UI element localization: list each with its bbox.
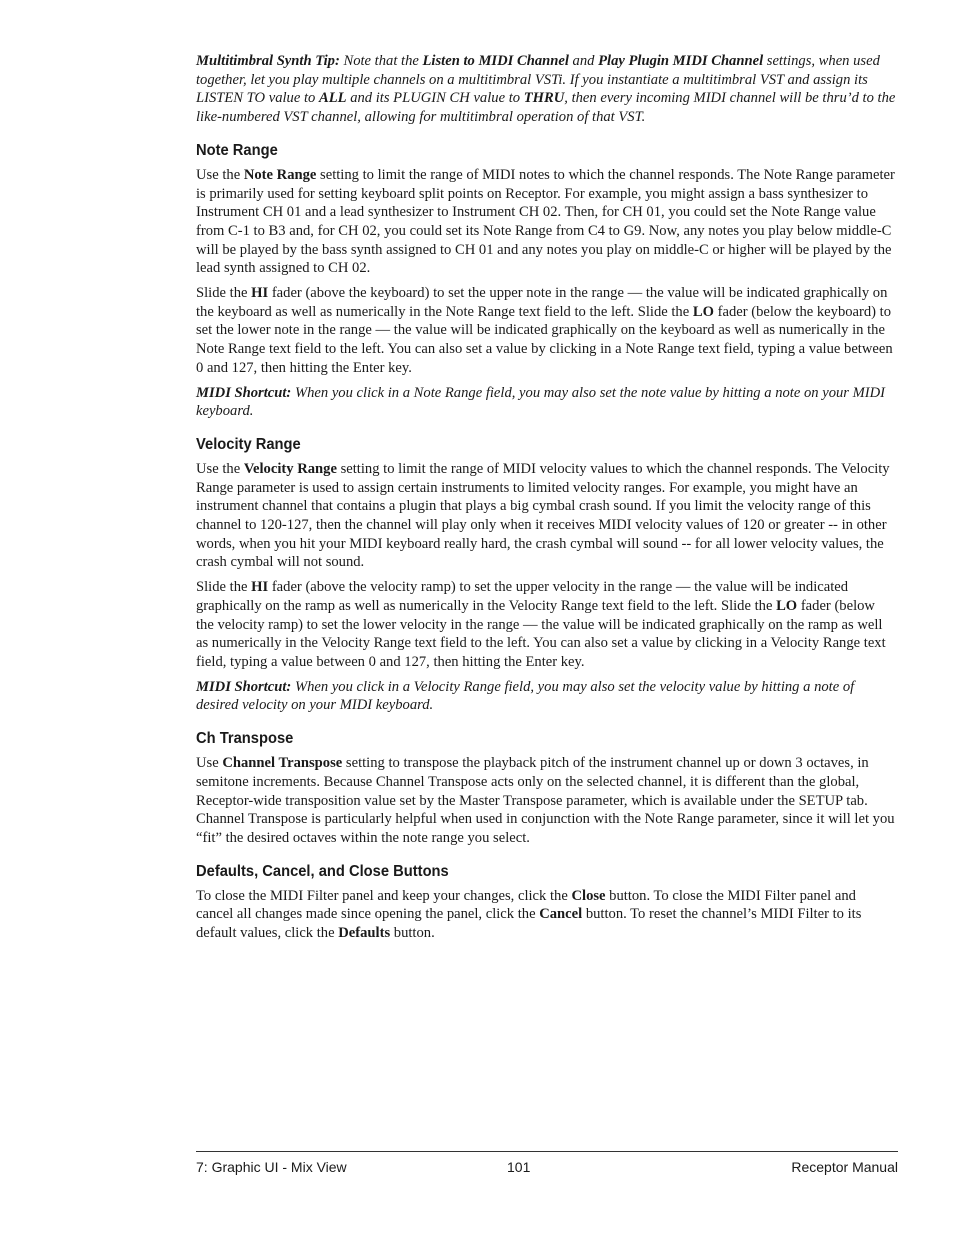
tip-label: Multitimbral Synth Tip: [196, 53, 340, 69]
note-range-midi-shortcut: MIDI Shortcut: When you click in a Note Range field, you may also set the note value by hitting a note on your MIDI keyboard. [196, 384, 886, 420]
buttons-section-heading: Defaults, Cancel, and Close Buttons [196, 862, 449, 880]
multitimbral-tip: Multitimbral Synth Tip: Note that the Listen to MIDI Channel and Play Plugin MIDI Channel settings, when used together, let you play multiple channels on a multitimbral VSTi. If you instantiate a multitimbral VST and assign its LISTEN TO value to ALL and its PLUGIN CH value to THRU, then every incoming MIDI channel will be thru’d to the like-numbered VST channel, allowing for multitimbral operation of that VST. [196, 53, 896, 126]
velocity-range-paragraph-2: Slide the HI fader (above the velocity ramp) to set the upper velocity in the range — the value will be indicated graphically on the ramp as well as numerically in the Velocity Range text field to the left. Slide the LO fader (below the velocity ramp) to set the lower velocity in the range — the value will be indicated graphically on the ramp as well as numerically in the Velocity Range text field to the left. You can also set a value by clicking in a Velocity Range text field, typing a value between 0 and 127, then hitting the Enter key. [196, 579, 886, 670]
note-range-paragraph-1: Use the Note Range setting to limit the range of MIDI notes to which the channel responds. The Note Range parameter is primarily used for setting keyboard split points on Receptor. For example, you might assign a bass synthesizer to Instrument CH 01 and a lead synthesizer to Instrument CH 02. Then, for CH 01, you could set the Note Range value from C-1 to B3 and, for CH 02, you could set its Note Range from C4 to G9. Now, any notes you play below middle-C will be played by the bass synth assigned to CH 01 and any notes you play on middle-C or higher will be played by the lead synth assigned to CH 02. [196, 166, 895, 277]
footer-manual-title: Receptor Manual [791, 1159, 898, 1175]
page-content [196, 52, 896, 949]
footer-page-number: 101 [507, 1159, 531, 1175]
note-range-paragraph-2: Slide the HI fader (above the keyboard) to set the upper note in the range — the value will be indicated graphically on the keyboard as well as numerically in the Note Range text field to the left. Slide the LO fader (below the keyboard) to set the lower note in the range — the value will be indicated graphically on the keyboard as well as numerically in the Note Range text field to the left. You can also set a value by clicking in a Note Range text field, typing a value between 0 and 127, then hitting the Enter key. [196, 285, 893, 376]
buttons-section-paragraph: To close the MIDI Filter panel and keep your changes, click the Close button. To close the MIDI Filter panel and cancel all changes made since opening the panel, click the Cancel button. To reset the channel’s MIDI Filter to its default values, click the Defaults button. [196, 887, 862, 942]
velocity-range-heading: Velocity Range [196, 435, 301, 453]
velocity-range-paragraph-1: Use the Velocity Range setting to limit the range of MIDI velocity values to which the channel responds. The Velocity Range parameter is used to assign certain instruments to limited velocity ranges. For example, you might have an instrument channel that contains a plugin that plays a big cymbal crash sound. If you limit the velocity range of this channel to 120-127, then the channel will play only when it receives MIDI velocity values of 120 or greater -- in other words, when you hit your MIDI keyboard really hard, the crash cymbal will sound -- for all lower velocity values, the crash cymbal will not sound. [196, 460, 890, 571]
ch-transpose-heading: Ch Transpose [196, 730, 294, 748]
footer-chapter: 7: Graphic UI - Mix View [196, 1159, 347, 1175]
page-footer [196, 1151, 898, 1182]
ch-transpose-paragraph: Use Channel Transpose setting to transpose the playback pitch of the instrument channel up or down 3 octaves, in semitone increments. Because Channel Transpose acts only on the selected channel, it is different than the global, Receptor-wide transposition value set by the Master Transpose parameter, which is available under the SETUP tab. Channel Transpose is particularly helpful when used in conjunction with the Note Range parameter, since it will let you “fit” the desired octaves within the note range you select. [196, 755, 895, 846]
note-range-heading: Note Range [196, 141, 278, 159]
velocity-range-midi-shortcut: MIDI Shortcut: When you click in a Velocity Range field, you may also set the velocity value by hitting a note of desired velocity on your MIDI keyboard. [196, 678, 855, 714]
